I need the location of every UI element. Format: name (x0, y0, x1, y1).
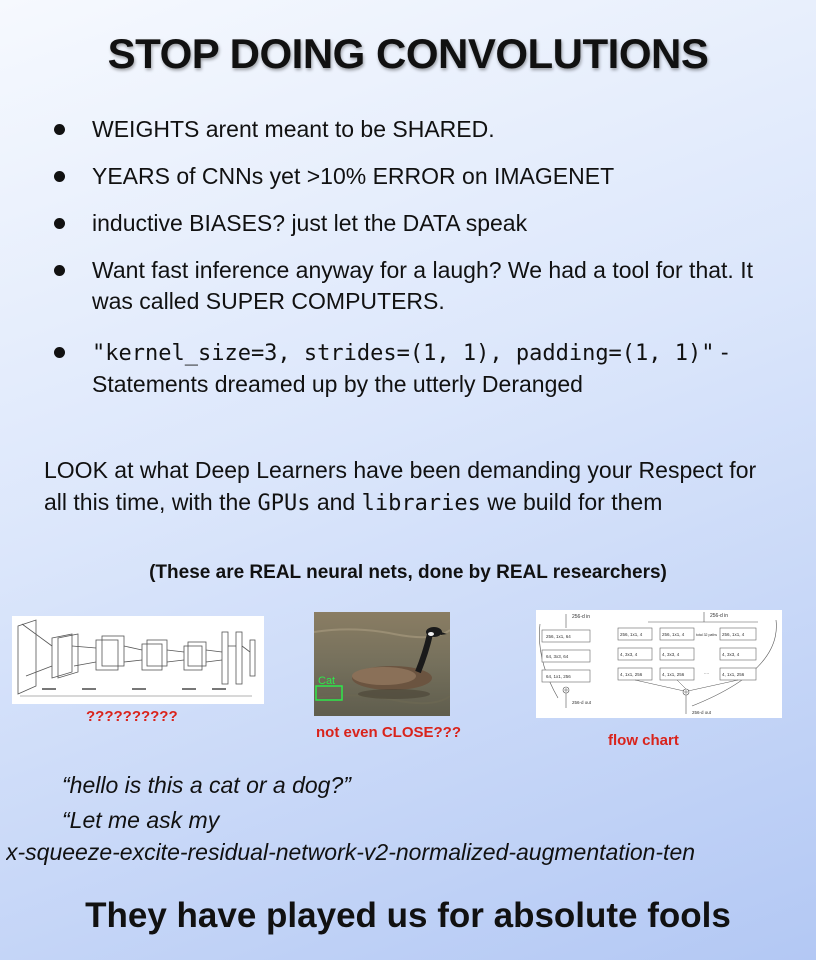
bullet-code: "kernel_size=3, strides=(1, 1), padding=(1, 1)" (92, 341, 715, 366)
flowchart-box: 256, 1x1, 64 (546, 634, 571, 639)
flowchart-box: 256, 1x1, 4 (620, 632, 643, 637)
flowchart-box: 64, 1x1, 256 (546, 674, 571, 679)
bullet-dot-icon (54, 171, 65, 182)
flowchart-paths-label: total 32 paths (696, 633, 718, 637)
quote-line: “hello is this a cat or a dog?” (62, 772, 351, 798)
flowchart-box: 4, 3x3, 4 (620, 652, 638, 657)
flowchart-diagram (536, 610, 782, 718)
flowchart-box: 4, 3x3, 4 (722, 652, 740, 657)
flowchart-box: 64, 3x3, 64 (546, 654, 569, 659)
flowchart-ellipsis: .... (704, 670, 710, 675)
bullet-text: - Statements dreamed up by the utterly Deranged (92, 339, 729, 397)
page-title: STOP DOING CONVOLUTIONS (107, 30, 709, 77)
bullet-item (92, 255, 782, 317)
paragraph-text: and (310, 489, 362, 515)
bullet-dot-icon (54, 218, 65, 229)
bullet-text: inductive BIASES? just let the DATA speak (92, 210, 528, 236)
flowchart-box: 4, 1x1, 256 (620, 672, 643, 677)
detection-label: Cat (318, 675, 336, 687)
bullet-text: WEIGHTS arent meant to be SHARED. (92, 116, 495, 142)
paragraph-code: libraries (361, 491, 481, 516)
quote-line: “Let me ask my (62, 807, 220, 833)
bullet-dot-icon (54, 124, 65, 135)
flowchart-box: 256, 1x1, 4 (662, 632, 685, 637)
flowchart-label: 256-d out (572, 700, 592, 705)
flowchart-caption: flow chart (608, 732, 679, 749)
goose-photo (314, 612, 450, 716)
flowchart-box: 4, 3x3, 4 (662, 652, 680, 657)
bullet-dot-icon (54, 265, 65, 276)
goose-caption: not even CLOSE??? (316, 724, 462, 741)
flowchart-image (536, 610, 782, 718)
paragraph-text: LOOK at what Deep Learners have been demanding your Respect for all this time, with the (44, 457, 757, 515)
flowchart-box: 4, 1x1, 256 (722, 672, 745, 677)
flowchart-box: 4, 1x1, 256 (662, 672, 685, 677)
paragraph (44, 454, 784, 520)
flowchart-label: 256-d in (572, 614, 591, 620)
flowchart-label: 256-d in (710, 613, 729, 619)
real-nets-note: (These are REAL neural nets, done by REAL researchers) (149, 562, 667, 583)
flowchart-label: 256-d out (692, 710, 712, 715)
bullet-text: YEARS of CNNs yet >10% ERROR on IMAGENET (92, 163, 615, 189)
paragraph-code: GPUs (257, 491, 311, 516)
goose-photo-icon (314, 612, 450, 716)
bullet-item (92, 208, 782, 239)
bullet-text: Want fast inference anyway for a laugh? We had a tool for that. It was called SUPER COMPUTERS. (92, 257, 753, 314)
architecture-caption: ?????????? (86, 708, 178, 725)
bullet-dot-icon (54, 347, 65, 358)
architecture-diagram-image (12, 616, 264, 704)
bullet-item (92, 337, 782, 400)
architecture-diagram-icon (12, 616, 264, 704)
paragraph-text: we build for them (480, 489, 663, 515)
footer-punchline: They have played us for absolute fools (85, 896, 731, 935)
flowchart-box: 256, 1x1, 4 (722, 632, 745, 637)
quote-line: x-squeeze-excite-residual-network-v2-normalized-augmentation-ten (6, 839, 696, 865)
bullet-item (92, 161, 782, 192)
bullet-item (92, 114, 782, 145)
